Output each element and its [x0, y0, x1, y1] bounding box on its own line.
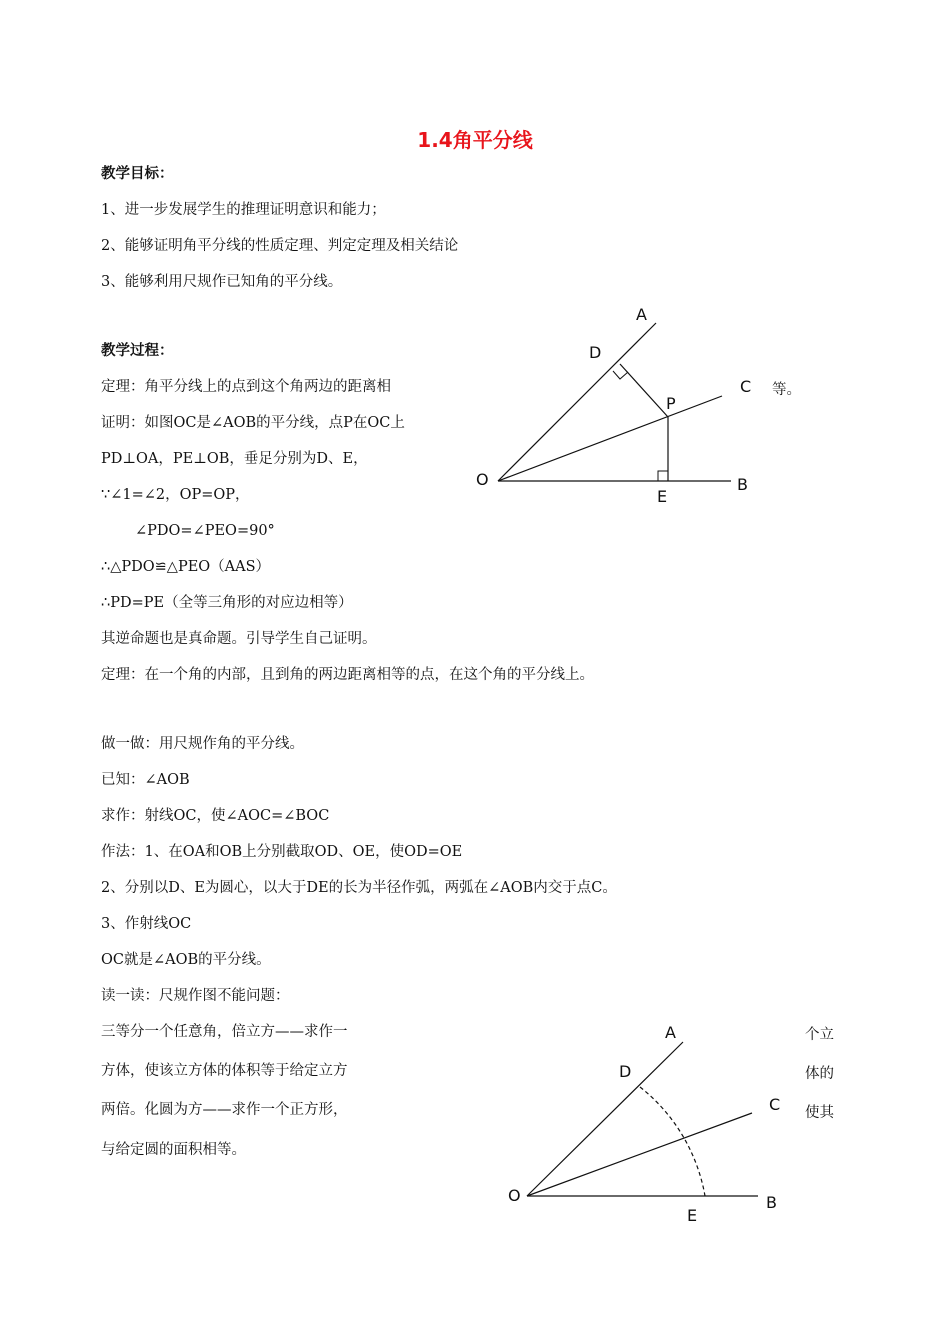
- objective-item: 3、能够利用尺规作已知角的平分线。: [101, 274, 343, 290]
- label-d: D: [589, 343, 602, 362]
- label-a: A: [665, 1023, 676, 1042]
- label-d: D: [619, 1062, 632, 1081]
- theorem-statement: 定理：角平分线上的点到这个角两边的距离相: [101, 379, 391, 395]
- construction-line: 2、分别以D、E为圆心，以大于DE的长为半径作弧，两弧在∠AOB内交于点C。: [101, 880, 617, 896]
- proof-line: 定理：在一个角的内部，且到角的两边距离相等的点，在这个角的平分线上。: [101, 667, 594, 683]
- reading-line: 三等分一个任意角，倍立方——求作一: [101, 1024, 348, 1040]
- reading-line-end: 使其: [805, 1105, 834, 1121]
- proof-line: PD⊥OA，PE⊥OB，垂足分别为D、E，: [101, 451, 368, 467]
- label-o: O: [476, 470, 489, 489]
- label-b: B: [766, 1193, 777, 1212]
- reading-line: 与给定圆的面积相等。: [101, 1142, 246, 1158]
- theorem-statement-end: 等。: [772, 382, 801, 398]
- construction-line: 求作：射线OC，使∠AOC=∠BOC: [101, 808, 330, 824]
- ray-oa: [498, 323, 656, 481]
- segment-pd: [620, 364, 668, 417]
- figure-angle-bisector-construction: [500, 1015, 790, 1230]
- construction-line: 读一读：尺规作图不能问题：: [101, 988, 290, 1004]
- label-e: E: [687, 1206, 698, 1225]
- proof-line: ∴△PDO≌△PEO（AAS）: [101, 559, 271, 575]
- figure-angle-bisector-perpendiculars: [460, 300, 790, 515]
- construction-line: 3、作射线OC: [101, 916, 192, 932]
- proof-line: ∵∠1=∠2，OP=OP，: [101, 487, 250, 503]
- objectives-heading: 教学目标：: [101, 166, 174, 182]
- label-c: C: [740, 377, 752, 396]
- ray-oc: [527, 1113, 752, 1196]
- label-o: O: [508, 1186, 521, 1205]
- proof-line: 证明：如图OC是∠AOB的平分线，点P在OC上: [101, 415, 405, 431]
- reading-line-end: 个立: [805, 1027, 834, 1043]
- label-a: A: [636, 305, 647, 324]
- proof-line: 其逆命题也是真命题。引导学生自己证明。: [101, 631, 377, 647]
- construction-line: 做一做：用尺规作角的平分线。: [101, 736, 304, 752]
- construction-arc: [640, 1087, 705, 1196]
- reading-line: 两倍。化圆为方——求作一个正方形，: [101, 1102, 348, 1118]
- objective-item: 1、进一步发展学生的推理证明意识和能力；: [101, 202, 386, 218]
- page-title: 1.4角平分线: [417, 128, 533, 152]
- construction-line: 已知：∠AOB: [101, 772, 190, 788]
- label-p: P: [666, 394, 676, 413]
- label-e: E: [657, 487, 668, 506]
- label-c: C: [769, 1095, 781, 1114]
- proof-line: ∠PDO=∠PEO=90°: [135, 523, 275, 539]
- construction-line: 作法：1、在OA和OB上分别截取OD、OE，使OD=OE: [101, 844, 463, 860]
- objective-item: 2、能够证明角平分线的性质定理、判定定理及相关结论: [101, 238, 459, 254]
- proof-line: ∴PD=PE（全等三角形的对应边相等）: [101, 595, 353, 611]
- right-angle-mark-d: [613, 371, 628, 379]
- ray-oc: [498, 396, 722, 481]
- label-b: B: [737, 475, 748, 494]
- reading-line-end: 体的: [805, 1066, 834, 1082]
- reading-line: 方体，使该立方体的体积等于给定立方: [101, 1063, 348, 1079]
- ray-oa: [527, 1042, 683, 1196]
- construction-line: OC就是∠AOB的平分线。: [101, 952, 271, 968]
- process-heading: 教学过程：: [101, 343, 174, 359]
- right-angle-mark-e: [658, 471, 668, 481]
